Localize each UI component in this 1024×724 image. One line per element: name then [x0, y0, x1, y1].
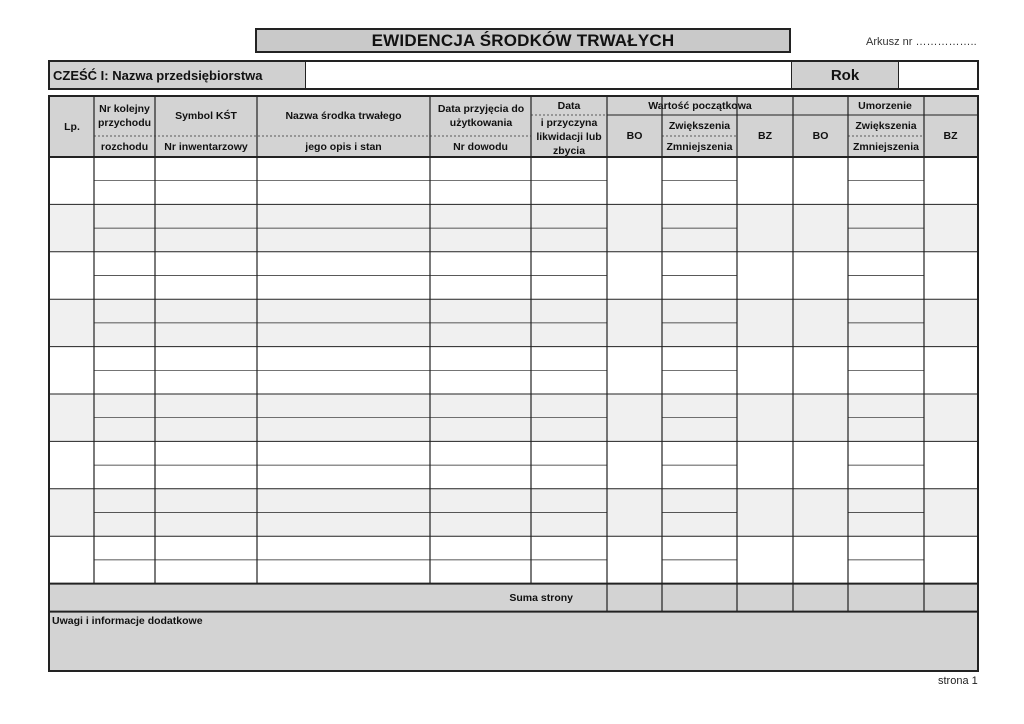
header-nr-kolejny: Nr kolejny przychodu: [97, 103, 152, 129]
company-row: [48, 60, 979, 90]
remarks-label: Uwagi i informacje dodatkowe: [52, 615, 203, 627]
header-nazwa: Nazwa środka trwałego: [285, 110, 402, 122]
page-number: strona 1: [938, 675, 978, 687]
page-sum-label: Suma strony: [509, 592, 573, 604]
header-wartosc-zmniejszenia: Zmniejszenia: [666, 141, 733, 153]
header-wartosc-bz: BZ: [758, 130, 772, 142]
company-name-label: CZEŚĆ I: Nazwa przedsiębiorstwa: [50, 62, 306, 88]
header-data: Data: [557, 100, 581, 112]
header-lp: Lp.: [64, 121, 80, 133]
year-label: Rok: [791, 62, 899, 88]
header-opis: jego opis i stan: [305, 141, 382, 153]
header-symbol-kst: Symbol KŚT: [175, 110, 237, 122]
header-wartosc-zwiekszenia: Zwiększenia: [668, 120, 731, 132]
header-przyczyna: i przyczyna likwidacji lub zbycia: [536, 116, 602, 157]
fixed-assets-table: [48, 95, 979, 672]
header-data-przyjecia: Data przyjęcia do użytkowania: [437, 103, 525, 129]
header-umorzenie-bo: BO: [812, 130, 829, 142]
header-umorzenie-zwiekszenia: Zwiększenia: [855, 120, 917, 132]
header-umorzenie-zmniejszenia: Zmniejszenia: [853, 141, 919, 153]
header-nr-inwentarzowy: Nr inwentarzowy: [164, 141, 248, 153]
header-rozchodu: rozchodu: [100, 141, 149, 153]
company-name-field[interactable]: [308, 62, 788, 88]
sheet-number: Arkusz nr ……………..: [866, 36, 977, 48]
header-wartosc-poczatkowa: Wartość początkowa: [648, 100, 752, 112]
year-field[interactable]: [901, 62, 979, 88]
header-wartosc-bo: BO: [626, 130, 643, 142]
header-nr-dowodu: Nr dowodu: [453, 141, 508, 153]
document-title: EWIDENCJA ŚRODKÓW TRWAŁYCH: [255, 28, 791, 53]
header-umorzenie: Umorzenie: [858, 100, 912, 112]
header-umorzenie-bz: BZ: [943, 130, 958, 142]
